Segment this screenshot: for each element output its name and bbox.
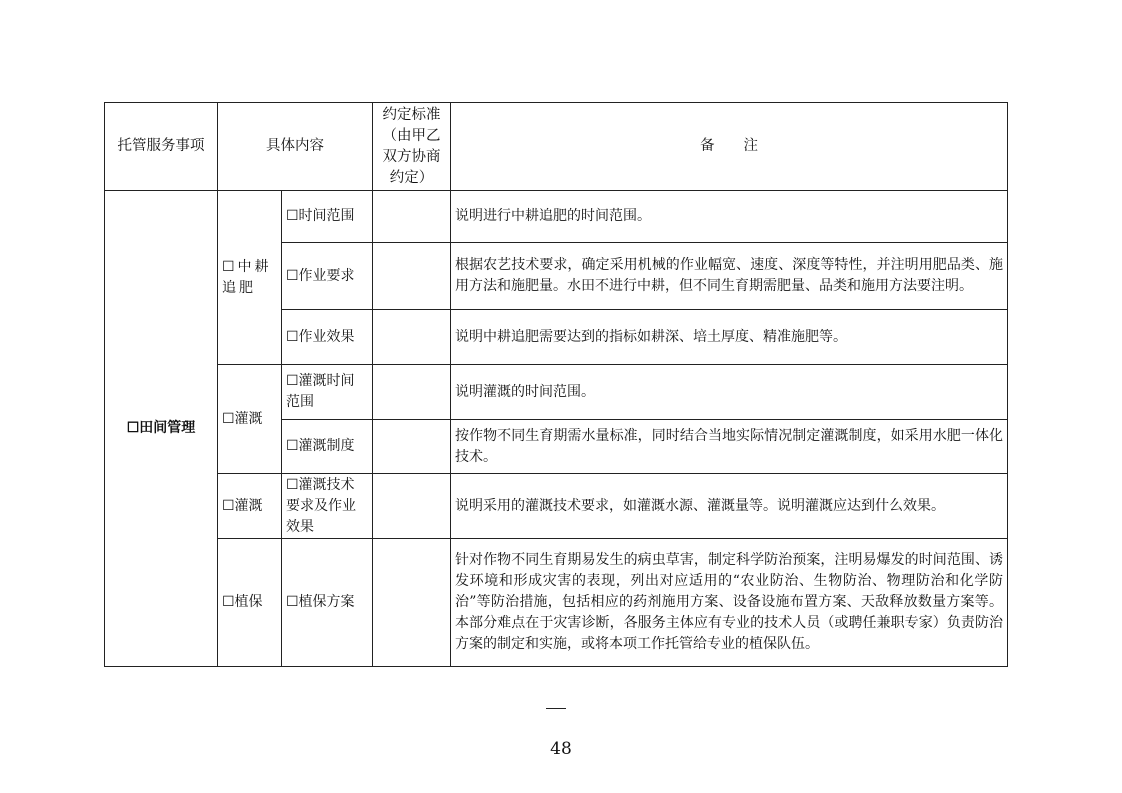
- note-cell: 针对作物不同生育期易发生的病虫草害，制定科学防治预案，注明易爆发的时间范围、诱发环境和形成灾害的表现，列出对应适用的“农业防治、生物防治、物理防治和化学防治”等防治措施，包括相应的药剂施用方案、设备设施布置方案、天敌释放数量方案等。本部分难点在于灾害诊断，各服务主体应有专业的技术人员（或聘任兼职专家）负责防治方案的制定和实施，或将本项工作托管给专业的植保队伍。: [451, 539, 1008, 667]
- service-table: [104, 102, 1008, 667]
- note-cell: 说明进行中耕追肥的时间范围。: [451, 191, 1008, 243]
- note-cell: 说明采用的灌溉技术要求，如灌溉水源、灌溉量等。说明灌溉应达到什么效果。: [451, 474, 1008, 539]
- note-cell: 说明中耕追肥需要达到的指标如耕深、培土厚度、精准施肥等。: [451, 310, 1008, 365]
- note-cell: 根据农艺技术要求，确定采用机械的作业幅宽、速度、深度等特性，并注明用肥品类、施用方法和施肥量。水田不进行中耕，但不同生育期需肥量、品类和施用方法要注明。: [451, 243, 1008, 310]
- item-cell: ☐作业要求: [282, 243, 373, 310]
- group-cell: ☐灌溉: [218, 365, 282, 474]
- footer-dash: [546, 708, 566, 709]
- note-cell: 按作物不同生育期需水量标准，同时结合当地实际情况制定灌溉制度，如采用水肥一体化技术。: [451, 420, 1008, 474]
- standard-cell: [373, 310, 451, 365]
- standard-cell: [373, 243, 451, 310]
- group-cell: ☐植保: [218, 539, 282, 667]
- table-row: [105, 539, 1008, 667]
- header-standard: 约定标准（由甲乙双方协商约定）: [373, 103, 451, 191]
- table-row: [105, 365, 1008, 420]
- standard-cell: [373, 474, 451, 539]
- table-row: [105, 474, 1008, 539]
- header-content: 具体内容: [218, 103, 373, 191]
- group-cell: ☐中耕追肥: [218, 191, 282, 365]
- item-cell: ☐灌溉时间范围: [282, 365, 373, 420]
- standard-cell: [373, 191, 451, 243]
- note-cell: 说明灌溉的时间范围。: [451, 365, 1008, 420]
- table-row: [105, 191, 1008, 243]
- standard-cell: [373, 365, 451, 420]
- category-cell: ☐田间管理: [105, 191, 218, 667]
- header-row: [105, 103, 1008, 191]
- page-number: 48: [550, 739, 572, 759]
- header-service-item: 托管服务事项: [105, 103, 218, 191]
- item-cell: ☐灌溉技术要求及作业效果: [282, 474, 373, 539]
- group-cell: ☐灌溉: [218, 474, 282, 539]
- standard-cell: [373, 539, 451, 667]
- standard-cell: [373, 420, 451, 474]
- item-cell: ☐植保方案: [282, 539, 373, 667]
- item-cell: ☐灌溉制度: [282, 420, 373, 474]
- item-cell: ☐作业效果: [282, 310, 373, 365]
- header-note: 备 注: [451, 103, 1008, 191]
- item-cell: ☐时间范围: [282, 191, 373, 243]
